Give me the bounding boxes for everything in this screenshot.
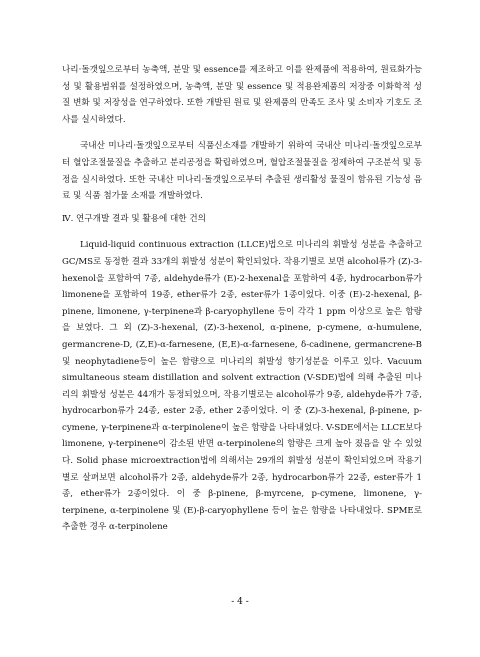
paragraph: 나리·돌갯잎으로부터 농축액, 분말 및 essence를 제조하고 이를 완제품에 적용하여, 원료화가능성 및 활용범위를 설정하였으며, 농축액, 분말 및 essence 및 적용완제품의 저장중 이화학적 성질 변화 및 저장성을 연구하였다. 또한 개발된 원료 및 완제품의 만족도 조사 및 소비자 기호도 조사를 실시하였다. (62, 65, 422, 125)
document-body (62, 62, 422, 536)
section-heading: Ⅳ. 연구개발 결과 및 활용에 대한 건의 (62, 213, 206, 224)
paragraph-gap (62, 128, 422, 138)
page-number: - 4 - (231, 597, 249, 607)
paragraph: 국내산 미나리·돌갯잎으로부터 식품신소재를 개발하기 위하여 국내산 미나리·돌갯잎으로부터 혈압조절물질을 추출하고 분리공정을 확립하였으며, 혈압조절물질을 정제하여 구조분석 및 동정을 실시하였다. 또한 국내산 미나리·돌갯잎으로부터 추출된 생리활성 물질이 함유된 기능성 음료 및 식품 첨가물 소재를 개발하였다. (62, 141, 422, 202)
paragraph: Liquid-liquid continuous extraction (LLCE)법으로 미나리의 휘발성 성분을 추출하고 GC/MS로 동정한 결과 33개의 휘발성 성분이 확인되었다. 작용기별로 보면 alcohol류가 (Z)-3-hexenol을 포함하여 7종, aldehyde류가 (E)-2-hexenal을 포함하여 4종, hydrocarbon류가 limonene을 포함하여 19종, ether류가 2종, ester류가 1종이었다. 이중 (E)-2-hexenal, β-pinene, limonene, γ-terpinene과 β-caryophyllene 등이 각각 1 ppm 이상으로 높은 함량을 보였다. 그 외 (Z)-3-hexenal, (Z)-3-hexenol, α-pinene, p-cymene, α-humulene, germancrene-D, (Z,E)-α-farnesene, (E,E)-α-farnesene, δ-cadinene, germancrene-B 및 neophytadiene등이 높은 함량으로 미나리의 휘발성 향기성분을 이루고 있다. Vacuum simultaneous steam distillation and solvent extraction (V-SDE)법에 의해 추출된 미나리의 휘발성 성분은 44개가 동정되었으며, 작용기별로는 alcohol류가 9종, aldehyde류가 7종, hydrocarbon류가 24종, ester 2종, ether 2종이었다. 이 중 (Z)-3-hexenal, β-pinene, p-cymene, γ-terpinene과 α-terpinolene이 높은 함량을 나타내었다. V-SDE에서는 LLCE보다 limonene, γ-terpinene이 감소된 반면 α-terpinolene의 함량은 크게 높아 졌음을 알 수 있었다. Solid phase microextraction법에 의해서는 29개의 휘발성 성분이 확인되었으며 작용기별로 살펴보면 alcohol류가 2종, aldehyde류가 2종, hydrocarbon류가 22종, ester류가 1종, ether류가 2종이었다. 이 중 β-pinene, β-myrcene, p-cymene, limonene, γ-terpinene, α-terpinolene 및 (E)-β-caryophyllene 등이 높은 함량을 나타내었다. SPME로 추출한 경우 α-terpinolene (62, 240, 422, 533)
